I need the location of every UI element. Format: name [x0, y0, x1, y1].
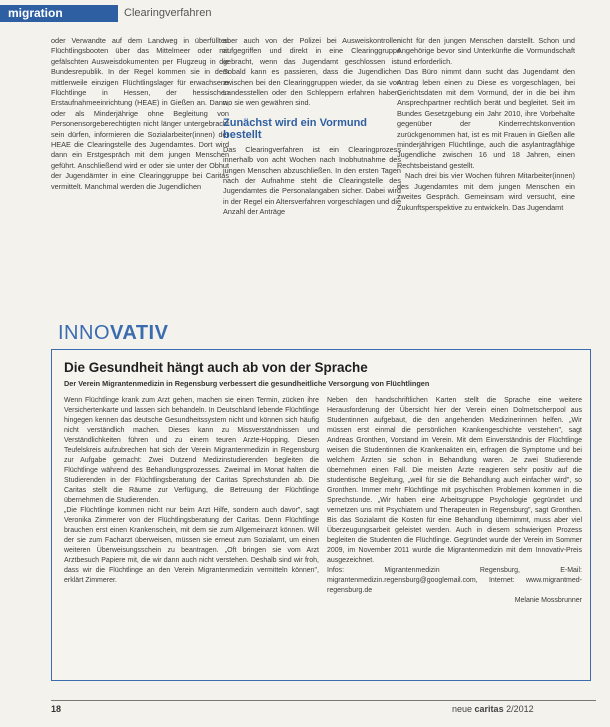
magazine-prefix: neue	[452, 704, 473, 714]
magazine-name: caritas	[474, 704, 504, 714]
feature-title: Die Gesundheit hängt auch ab von der Sprache	[64, 360, 368, 375]
paragraph: nicht für den jungen Menschen darstellt. Schon und Angehörige bevor sind Unterkünfte die Vormundschaft rund erforderlich.	[397, 36, 575, 66]
footer-rule	[51, 700, 596, 701]
section-title: Clearingverfahren	[124, 7, 212, 19]
paragraph: Das Büro nimmt dann sucht das Jugendamt den Antrag leben einen zu Diese es vorgeschlagen, bei Gerichtsdaten mit dem Vormund, der in die bei ihm Ansprechpartner rechtlich berät und begleitet. Seit im Bundes Gesetzgebung ein Jahr 2010, ihre Vorbehalte gegenüber der Kinderrechtskonvention zurückgenommen hat, ist es mit Frauen in Gießen alle minderjährigen Flüchtlinge, auch die asylantragfähige Jugendliche zwischen 16 und 18 Jahren, einen Rechtsbeistand gestellt.	[397, 67, 575, 170]
page-number: 18	[51, 704, 62, 714]
paragraph: Infos: Migrantenmedizin Regensburg, E-Mail: migrantenmedizin.regensburg@googlemail.com, Internet: www.migrantmed-regensburg.de	[327, 567, 582, 594]
feature-subtitle: Der Verein Migrantenmedizin in Regensburg verbessert die gesundheitliche Versorgung von Flüchtlingen	[64, 379, 430, 388]
paragraph: aber auch von der Polizei bei Ausweiskontrollen aufgegriffen und direkt in eine Clearinggruppe gebracht, wenn das Jugendamt geschlossen ist. Sobald kann es passieren, dass die Jugendlichen zwischen bei den Clearinggruppen wieder, da sie von Landesstellen oder den Schleppern erfahren haben, wo sie wen gewähren sind.	[223, 36, 401, 108]
paragraph: Neben den handschriftlichen Karten stellt die Sprache eine weitere Herausforderung der Übersicht hier der Verein einen Dolmetscherpool aus Studentinnen aufgebaut, die den angehenden Medizinerinnen helfen. „Wir müssen erst einmal die persönlichen Krankengeschichte verstehen", sagt Andreas Gronthen, Vorstand im Verein. Mit dem Einverständnis der Flüchtlinge weisen die Studentinnen die Krankenakten ein, erfragen die Symptome und bei welchem Ärzten sie schon in Behandlung waren. Je zwei Studierende übernehmen einen Fall. Die meisten Ärzte reagieren sehr positiv auf die studentische Begleitung, „weil für sie die Behandlung auch einfacher wird", so Gronthen. Immer mehr Flüchtlinge mit psychischen Problemen kommen in die Sprechstunde. „Wir haben eine Arbeitsgruppe Psychologie gegründet und vernetzen uns mit Psychiatern und Therapeuten in Regensburg", sagt Gronthen. Bis das Sozialamt die Kosten für eine Behandlung übernimmt, muss aber viel Überzeugungsarbeit geleistet werden. Auch in diesem schwierigen Prozess begleiten die Studenten die Flüchtlinge. Gegründet wurde der Verein im Sommer 2009, im November 2011 wurde die Migrantenmedizin mit dem Innovativ-Preis ausgezeichnet.	[327, 397, 582, 564]
magazine-info	[452, 704, 534, 714]
innovativ-heading	[58, 322, 168, 345]
feature-column-1	[64, 396, 319, 676]
article-column-1	[51, 36, 229, 313]
paragraph: Das Clearingverfahren ist ein Clearingprozess innerhalb von acht Wochen nach Inobhutnahme des jungen Menschen abzuschließen. In den ersten Tagen nach der Aufnahme steht die Clearingstelle des Jugendamtes die Personalangaben sicher. Dabei wird in der Regel ein Altersverfahren vorgeschlagen und die Anzahl der Anträge	[223, 144, 401, 217]
innovativ-prefix: INNO	[58, 322, 110, 344]
article-column-2	[223, 36, 401, 313]
subheading: Zunächst wird ein Vormund bestellt	[223, 116, 368, 141]
page-header	[0, 0, 610, 22]
issue-number: 2/2012	[506, 704, 534, 714]
paragraph: Nach drei bis vier Wochen führen Mitarbeiter(innen) des Jugendamtes mit dem jungen Menschen ein zweites Gespräch. Gemeinsam wird versucht, eine Zukunftsperspektive zu entwickeln. Das Jugendamt	[397, 171, 575, 212]
article-column-3	[397, 36, 575, 313]
section-tag: migration	[0, 5, 118, 22]
feature-box	[51, 349, 591, 681]
paragraph: oder Verwandte auf dem Landweg in überfüllten Flüchtlingsbooten über das Mittelmeer oder mit gefälschten Ausweisdokumenten per Flugzeug in die Bundesrepublik. In der Regel kommen sie in dem mittlerweile einzigen Flüchtlingslager für erwachsene Flüchtlinge in Hessen, der hessischen Erstaufnahmeeinrichtung (HEAE) in Gießen an. Dann, oder als Minderjährige ohne Begleitung von Personensorgeberechtigten nicht länger untergebracht sein dürfen, informieren die Sozialarbeiter(innen) der HEAE die Clearingstelle des Jugendamtes. Dort wird dann ein Erstgespräch mit dem jungen Menschen geführt. Anschließend wird er oder sie unter der Obhut der Jugendämter in eine Clearinggruppe bei Caritas vermittelt. Manchmal werden die Jugendlichen	[51, 36, 229, 191]
innovativ-suffix: VATIV	[110, 322, 169, 344]
page-footer	[0, 704, 610, 720]
feature-column-2	[327, 396, 582, 676]
paragraph: Wenn Flüchtlinge krank zum Arzt gehen, machen sie einen Termin, zücken ihre Versichertenkarte und lassen sich behandeln. In Deutschland lebende Flüchtlinge hingegen kennen das deutsche Gesundheitssystem nicht und können sich häufig nicht verständlich machen. Dieses kann zu Missverständnissen und Verständlichkeiten führen und zu einem teuren Arzte-Hopping. Diesen Teufelskreis aufzubrechen hat sich der Verein Migrantenmedizin in Regensburg zur Aufgabe gemacht: Zwei Dutzend Medizinstudierenden begleiten die Flüchtlinge während des Behandlungsprozesses. Zweimal im Monat halten die Studierenden in der Flüchtlingsberatung der Caritas Sprechstunden ab. Die Caritas stellt die Räume zur Verfügung, die Betreuung der Flüchtlinge übernehmen die Studierenden.	[64, 397, 319, 504]
author-signature: Melanie Mossbrunner	[514, 597, 582, 604]
paragraph: „Die Flüchtlinge kommen nicht nur beim Arzt Hilfe, sondern auch davor", sagt Veronika Zimmerer von der Flüchtlingsberatung der Caritas. Denn Flüchtlinge brauchen erst einen Krankenschein, mit dem sie zum Allgemeinarzt können. Will der sie zum Facharzt überweisen, müssen sie erneut zum Sozialamt, um einen weiteren Überweisungsschein zu beantragen. „Oft bringen sie vom Arzt Arztbesuch Papiere mit, die wir dann auch nicht verstehen. Deshalb sind wir froh, dass wir die Flüchtlinge an den Verein Migrantenmedizin vermitteln können", erklärt Zimmerer.	[64, 507, 319, 584]
